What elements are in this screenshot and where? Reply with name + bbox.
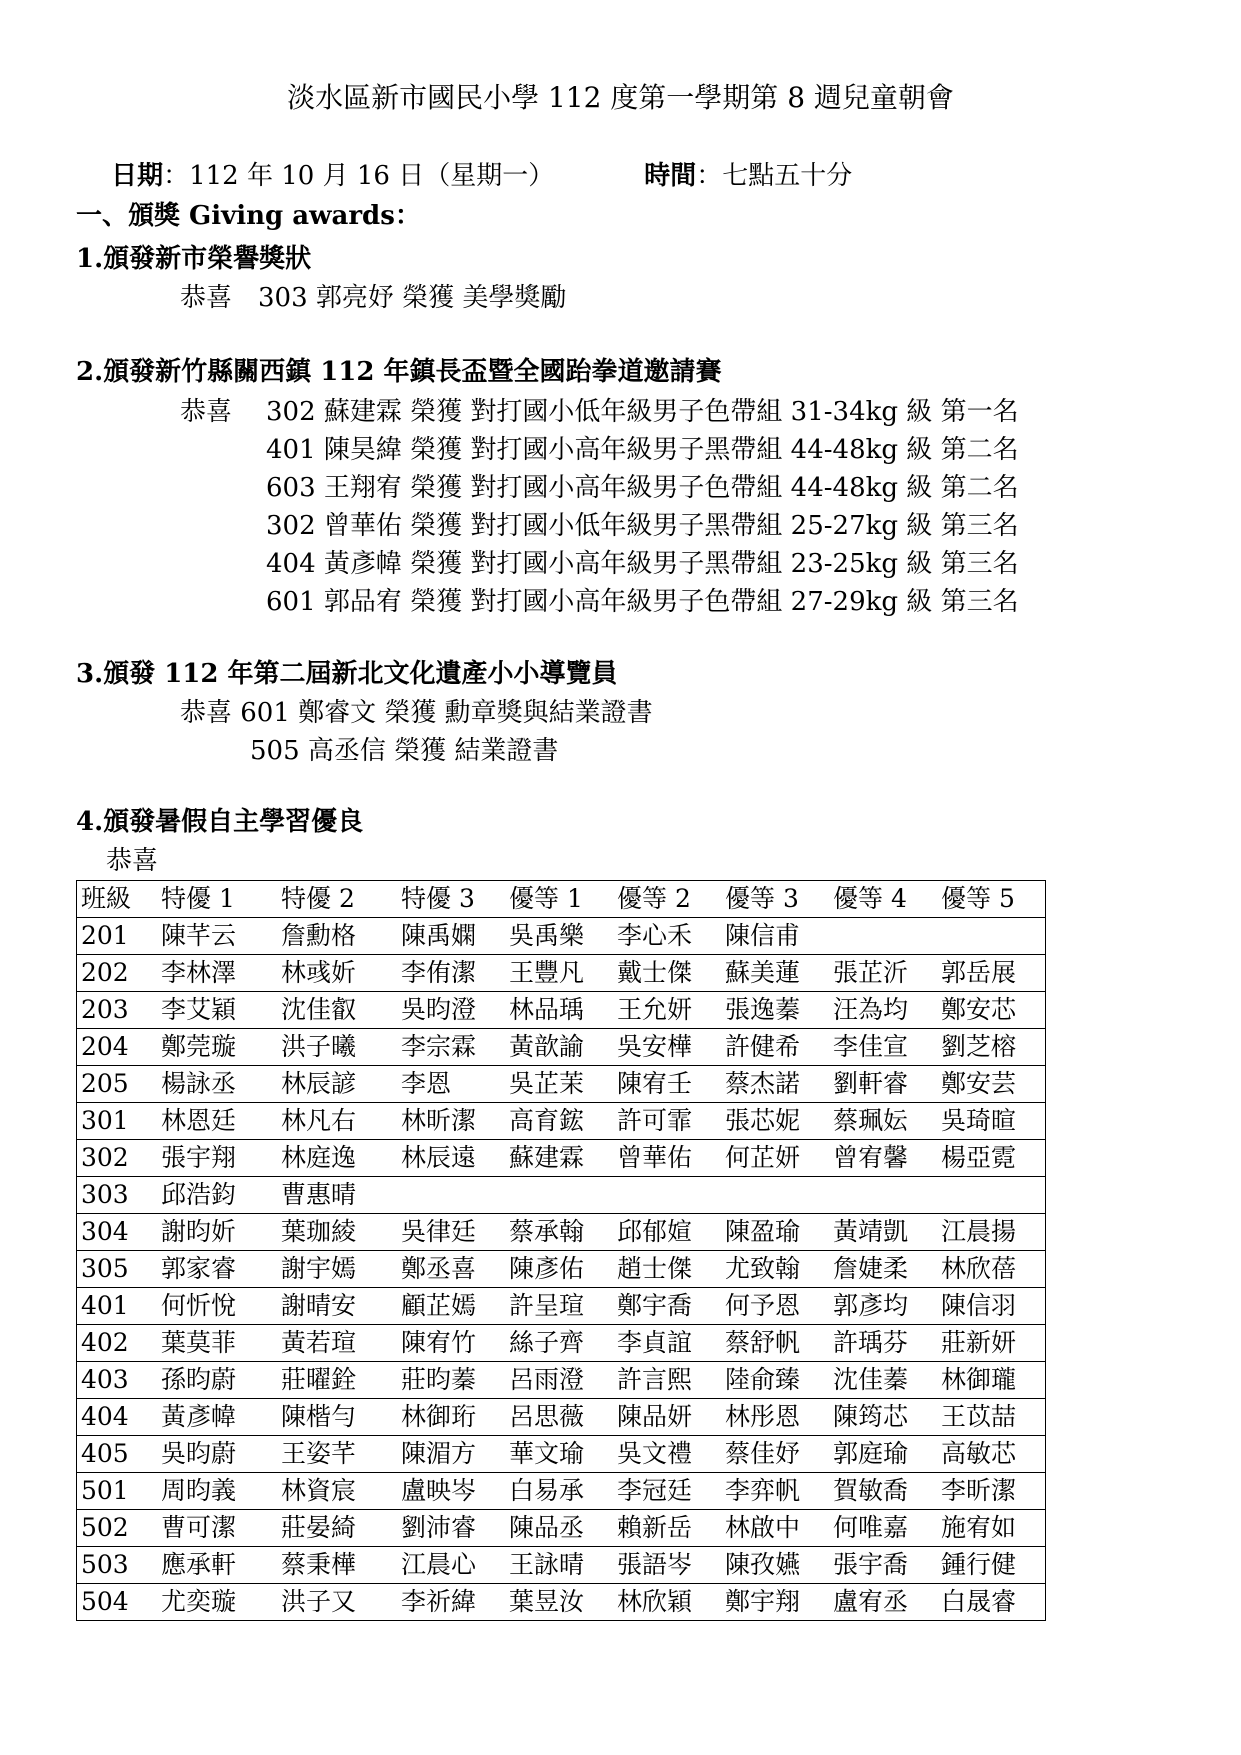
student-name-cell: 鄭安芸 [937, 1066, 1046, 1103]
table-row [77, 1288, 1046, 1325]
student-name-cell: 汪為均 [829, 992, 937, 1029]
student-name-cell: 華文瑜 [505, 1436, 613, 1473]
student-name-cell: 洪子又 [277, 1584, 397, 1621]
student-name-cell: 蔡秉樺 [277, 1547, 397, 1584]
student-name-cell: 蔡珮妘 [829, 1103, 937, 1140]
class-cell: 304 [77, 1214, 158, 1251]
student-name-cell: 張逸蓁 [721, 992, 829, 1029]
student-name-cell: 張芯妮 [721, 1103, 829, 1140]
class-cell: 303 [77, 1177, 158, 1214]
student-name-cell: 林庭逸 [277, 1140, 397, 1177]
student-name-cell: 林昕潔 [397, 1103, 505, 1140]
student-name-cell: 洪子曦 [277, 1029, 397, 1066]
student-name-cell: 施宥如 [937, 1510, 1046, 1547]
student-name-cell: 郭彥均 [829, 1288, 937, 1325]
student-name-cell: 李侑潔 [397, 955, 505, 992]
student-name-cell [937, 918, 1046, 955]
student-name-cell: 許瑀芬 [829, 1325, 937, 1362]
student-name-cell: 葉珈綾 [277, 1214, 397, 1251]
student-name-cell: 李恩 [397, 1066, 505, 1103]
student-name-cell: 林彤恩 [721, 1399, 829, 1436]
table-row [77, 1214, 1046, 1251]
student-name-cell: 邱浩鈞 [157, 1177, 277, 1214]
student-name-cell: 陸俞臻 [721, 1362, 829, 1399]
class-cell: 302 [77, 1140, 158, 1177]
student-name-cell: 陳宥壬 [613, 1066, 721, 1103]
table-row [77, 1140, 1046, 1177]
student-name-cell: 陳彥佑 [505, 1251, 613, 1288]
award1-line: 恭喜 303 郭亮妤 榮獲 美學獎勵 [180, 283, 567, 313]
student-name-cell: 盧宥丞 [829, 1584, 937, 1621]
student-name-cell: 王詠晴 [505, 1547, 613, 1584]
student-name-cell: 林恩廷 [157, 1103, 277, 1140]
student-name-cell: 高育鋐 [505, 1103, 613, 1140]
student-name-cell: 陳筠芯 [829, 1399, 937, 1436]
student-name-cell: 謝晴安 [277, 1288, 397, 1325]
student-name-cell: 應承軒 [157, 1547, 277, 1584]
student-name-cell: 黃歆諭 [505, 1029, 613, 1066]
student-name-cell [613, 1177, 721, 1214]
student-name-cell: 詹勳格 [277, 918, 397, 955]
student-name-cell: 許可霏 [613, 1103, 721, 1140]
student-name-cell: 陳宥竹 [397, 1325, 505, 1362]
award2-line-6: 601 郭品宥 榮獲 對打國小高年級男子色帶組 27-29kg 級 第三名 [266, 587, 1019, 617]
student-name-cell: 葉莫菲 [157, 1325, 277, 1362]
table-row [77, 1103, 1046, 1140]
student-name-cell: 林彧妡 [277, 955, 397, 992]
student-name-cell: 蔡舒帆 [721, 1325, 829, 1362]
table-row [77, 1066, 1046, 1103]
student-name-cell: 李祈緯 [397, 1584, 505, 1621]
student-name-cell: 林品瑀 [505, 992, 613, 1029]
class-cell: 204 [77, 1029, 158, 1066]
student-name-cell: 白易承 [505, 1473, 613, 1510]
student-name-cell: 許呈瑄 [505, 1288, 613, 1325]
time-value: ：七點五十分 [696, 161, 853, 191]
student-name-cell: 陳信甫 [721, 918, 829, 955]
student-name-cell: 白晟睿 [937, 1584, 1046, 1621]
student-name-cell: 張宇翔 [157, 1140, 277, 1177]
student-name-cell: 李艾穎 [157, 992, 277, 1029]
student-name-cell: 吳昀蔚 [157, 1436, 277, 1473]
section-heading: 一、頒獎 Giving awards： [76, 201, 421, 231]
class-cell: 403 [77, 1362, 158, 1399]
student-name-cell [721, 1177, 829, 1214]
student-name-cell: 陳品妍 [613, 1399, 721, 1436]
student-name-cell: 林御瓏 [937, 1362, 1046, 1399]
student-name-cell: 周昀義 [157, 1473, 277, 1510]
student-name-cell: 林辰遠 [397, 1140, 505, 1177]
column-header: 特優 1 [157, 881, 277, 918]
date-value: ：112 年 10 月 16 日（星期一） [163, 161, 555, 191]
table-row [77, 1547, 1046, 1584]
class-cell: 504 [77, 1584, 158, 1621]
table-header-row [77, 881, 1046, 918]
student-name-cell: 郭家睿 [157, 1251, 277, 1288]
student-name-cell: 高敏芯 [937, 1436, 1046, 1473]
student-name-cell: 吳文禮 [613, 1436, 721, 1473]
time-label: 時間 [644, 161, 697, 191]
class-cell: 301 [77, 1103, 158, 1140]
student-name-cell: 蔡杰諾 [721, 1066, 829, 1103]
student-name-cell: 莊晏綺 [277, 1510, 397, 1547]
student-name-cell: 鍾行健 [937, 1547, 1046, 1584]
class-cell: 401 [77, 1288, 158, 1325]
student-name-cell: 張語岑 [613, 1547, 721, 1584]
student-name-cell: 何芷妍 [721, 1140, 829, 1177]
student-name-cell: 邱郁媗 [613, 1214, 721, 1251]
student-name-cell: 吳昀澄 [397, 992, 505, 1029]
student-name-cell: 陳品丞 [505, 1510, 613, 1547]
student-name-cell: 郭庭瑜 [829, 1436, 937, 1473]
student-name-cell: 張宇喬 [829, 1547, 937, 1584]
award2-prefix: 恭喜 [180, 397, 233, 427]
table-row [77, 1177, 1046, 1214]
student-name-cell: 沈佳叡 [277, 992, 397, 1029]
column-header: 特優 3 [397, 881, 505, 918]
student-name-cell [505, 1177, 613, 1214]
student-name-cell: 鄭宇翔 [721, 1584, 829, 1621]
class-cell: 503 [77, 1547, 158, 1584]
class-cell: 203 [77, 992, 158, 1029]
student-name-cell: 林欣穎 [613, 1584, 721, 1621]
table-row [77, 1584, 1046, 1621]
award4-congrats: 恭喜 [106, 846, 159, 876]
table-row [77, 955, 1046, 992]
student-name-cell: 李冠廷 [613, 1473, 721, 1510]
award2-line-2: 401 陳昊緯 榮獲 對打國小高年級男子黑帶組 44-48kg 級 第二名 [266, 435, 1019, 465]
student-name-cell: 王豐凡 [505, 955, 613, 992]
student-name-cell: 李宗霖 [397, 1029, 505, 1066]
student-name-cell: 許言熙 [613, 1362, 721, 1399]
student-name-cell: 尤致翰 [721, 1251, 829, 1288]
student-name-cell: 吳琦暄 [937, 1103, 1046, 1140]
award2-heading: 2.頒發新竹縣關西鎮 112 年鎮長盃暨全國跆拳道邀請賽 [76, 357, 722, 387]
column-header: 特優 2 [277, 881, 397, 918]
student-name-cell: 曾華佑 [613, 1140, 721, 1177]
table-row [77, 1473, 1046, 1510]
student-name-cell: 陳信羽 [937, 1288, 1046, 1325]
student-name-cell: 鄭丞喜 [397, 1251, 505, 1288]
student-name-cell: 楊亞霓 [937, 1140, 1046, 1177]
student-name-cell: 林資宸 [277, 1473, 397, 1510]
student-name-cell: 江晨揚 [937, 1214, 1046, 1251]
student-name-cell: 莊昀蓁 [397, 1362, 505, 1399]
student-name-cell [397, 1177, 505, 1214]
student-name-cell: 王允妍 [613, 992, 721, 1029]
student-name-cell: 林御珩 [397, 1399, 505, 1436]
awards-table [76, 880, 1046, 1621]
student-name-cell: 何唯嘉 [829, 1510, 937, 1547]
student-name-cell: 楊詠丞 [157, 1066, 277, 1103]
date-label: 日期 [111, 161, 164, 191]
column-header: 優等 2 [613, 881, 721, 918]
student-name-cell: 張芷沂 [829, 955, 937, 992]
column-header: 優等 1 [505, 881, 613, 918]
student-name-cell: 曹惠晴 [277, 1177, 397, 1214]
student-name-cell: 李弈帆 [721, 1473, 829, 1510]
student-name-cell: 江晨心 [397, 1547, 505, 1584]
student-name-cell: 林辰諺 [277, 1066, 397, 1103]
student-name-cell: 賴新岳 [613, 1510, 721, 1547]
student-name-cell: 謝宇嫣 [277, 1251, 397, 1288]
student-name-cell: 蔡佳妤 [721, 1436, 829, 1473]
student-name-cell: 絲子齊 [505, 1325, 613, 1362]
student-name-cell: 蔡承翰 [505, 1214, 613, 1251]
table-row [77, 1399, 1046, 1436]
award1-heading: 1.頒發新市榮譽獎狀 [76, 244, 312, 274]
student-name-cell: 李貞誼 [613, 1325, 721, 1362]
student-name-cell: 孫昀蔚 [157, 1362, 277, 1399]
student-name-cell: 劉軒睿 [829, 1066, 937, 1103]
student-name-cell: 曹可潔 [157, 1510, 277, 1547]
student-name-cell: 蘇建霖 [505, 1140, 613, 1177]
class-cell: 205 [77, 1066, 158, 1103]
student-name-cell [829, 1177, 937, 1214]
student-name-cell: 李佳宣 [829, 1029, 937, 1066]
column-header: 班級 [77, 881, 158, 918]
student-name-cell: 黃靖凱 [829, 1214, 937, 1251]
student-name-cell: 陳孜嬿 [721, 1547, 829, 1584]
student-name-cell: 趙士傑 [613, 1251, 721, 1288]
student-name-cell: 王苡喆 [937, 1399, 1046, 1436]
student-name-cell: 葉昱汝 [505, 1584, 613, 1621]
column-header: 優等 4 [829, 881, 937, 918]
student-name-cell: 吳芷茉 [505, 1066, 613, 1103]
student-name-cell: 鄭莞璇 [157, 1029, 277, 1066]
student-name-cell: 吳禹樂 [505, 918, 613, 955]
student-name-cell: 陳芊云 [157, 918, 277, 955]
student-name-cell: 戴士傑 [613, 955, 721, 992]
student-name-cell: 呂思薇 [505, 1399, 613, 1436]
student-name-cell: 王姿芊 [277, 1436, 397, 1473]
table-row [77, 992, 1046, 1029]
table-row [77, 1251, 1046, 1288]
student-name-cell: 賀敏喬 [829, 1473, 937, 1510]
student-name-cell [829, 918, 937, 955]
awards-table-wrap [76, 880, 1046, 1621]
table-row [77, 1436, 1046, 1473]
student-name-cell: 劉沛睿 [397, 1510, 505, 1547]
class-cell: 501 [77, 1473, 158, 1510]
table-row [77, 1029, 1046, 1066]
student-name-cell: 陳楷勻 [277, 1399, 397, 1436]
award3-heading: 3.頒發 112 年第二屆新北文化遺產小小導覽員 [76, 659, 618, 689]
student-name-cell: 許健希 [721, 1029, 829, 1066]
student-name-cell: 蘇美蓮 [721, 955, 829, 992]
award2-line-1: 302 蘇建霖 榮獲 對打國小低年級男子色帶組 31-34kg 級 第一名 [266, 397, 1019, 427]
class-cell: 402 [77, 1325, 158, 1362]
student-name-cell: 陳禹嫻 [397, 918, 505, 955]
student-name-cell: 郭岳展 [937, 955, 1046, 992]
class-cell: 202 [77, 955, 158, 992]
student-name-cell: 劉芝榕 [937, 1029, 1046, 1066]
student-name-cell: 謝昀妡 [157, 1214, 277, 1251]
column-header: 優等 5 [937, 881, 1046, 918]
student-name-cell: 沈佳蓁 [829, 1362, 937, 1399]
student-name-cell: 吳安樺 [613, 1029, 721, 1066]
student-name-cell: 林凡右 [277, 1103, 397, 1140]
class-cell: 404 [77, 1399, 158, 1436]
class-cell: 305 [77, 1251, 158, 1288]
student-name-cell: 何忻悅 [157, 1288, 277, 1325]
page-title: 淡水區新市國民小學 112 度第一學期第 8 週兒童朝會 [287, 81, 954, 114]
student-name-cell: 陳盈瑜 [721, 1214, 829, 1251]
award3-line-1: 恭喜 601 鄭睿文 榮獲 勳章獎與結業證書 [180, 698, 653, 728]
student-name-cell: 鄭宇喬 [613, 1288, 721, 1325]
table-row [77, 918, 1046, 955]
student-name-cell: 李昕潔 [937, 1473, 1046, 1510]
award2-line-4: 302 曾華佑 榮獲 對打國小低年級男子黑帶組 25-27kg 級 第三名 [266, 511, 1019, 541]
student-name-cell: 呂雨澄 [505, 1362, 613, 1399]
student-name-cell: 吳律廷 [397, 1214, 505, 1251]
award2-line-3: 603 王翔宥 榮獲 對打國小高年級男子色帶組 44-48kg 級 第二名 [266, 473, 1019, 503]
student-name-cell: 李林澤 [157, 955, 277, 992]
award2-line-5: 404 黃彥幃 榮獲 對打國小高年級男子黑帶組 23-25kg 級 第三名 [266, 549, 1019, 579]
student-name-cell: 何予恩 [721, 1288, 829, 1325]
student-name-cell [937, 1177, 1046, 1214]
student-name-cell: 詹婕柔 [829, 1251, 937, 1288]
student-name-cell: 尤奕璇 [157, 1584, 277, 1621]
student-name-cell: 顧芷嫣 [397, 1288, 505, 1325]
award4-heading: 4.頒發暑假自主學習優良 [76, 807, 364, 837]
student-name-cell: 盧映岑 [397, 1473, 505, 1510]
student-name-cell: 林欣蓓 [937, 1251, 1046, 1288]
class-cell: 201 [77, 918, 158, 955]
student-name-cell: 林啟中 [721, 1510, 829, 1547]
table-row [77, 1510, 1046, 1547]
student-name-cell: 黃彥幃 [157, 1399, 277, 1436]
class-cell: 405 [77, 1436, 158, 1473]
student-name-cell: 莊新妍 [937, 1325, 1046, 1362]
student-name-cell: 李心禾 [613, 918, 721, 955]
student-name-cell: 莊曜銓 [277, 1362, 397, 1399]
student-name-cell: 黃若瑄 [277, 1325, 397, 1362]
table-row [77, 1325, 1046, 1362]
student-name-cell: 鄭安芯 [937, 992, 1046, 1029]
table-row [77, 1362, 1046, 1399]
column-header: 優等 3 [721, 881, 829, 918]
student-name-cell: 陳湄方 [397, 1436, 505, 1473]
class-cell: 502 [77, 1510, 158, 1547]
student-name-cell: 曾宥馨 [829, 1140, 937, 1177]
award3-line-2: 505 高丞信 榮獲 結業證書 [250, 736, 559, 766]
